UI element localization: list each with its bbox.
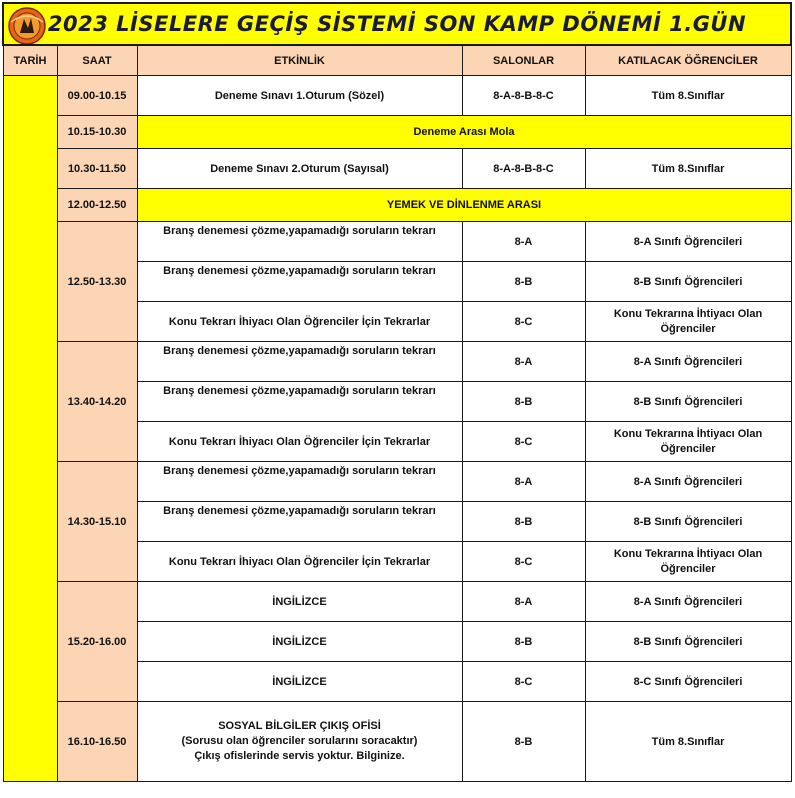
students-cell: 8-A Sınıfı Öğrencileri: [585, 342, 791, 382]
room-cell: 8-B: [462, 502, 585, 542]
students-cell: 8-A Sınıfı Öğrencileri: [585, 462, 791, 502]
table-row: [3, 342, 791, 382]
table-row: [3, 462, 791, 502]
activity-cell: [137, 702, 462, 782]
time-cell: 12.50-13.30: [57, 222, 137, 342]
students-cell: Konu Tekrarına İhtiyacı Olan Öğrenciler: [585, 422, 791, 462]
table-row: [3, 702, 791, 782]
time-cell: 13.40-14.20: [57, 342, 137, 462]
office-warning: Çıkış ofislerinde servis yoktur. Bilginize.: [194, 750, 405, 762]
office-note: (Sorusu olan öğrenciler sorularını soracaktır): [181, 735, 418, 747]
activity-cell: Deneme Sınavı 2.Oturum (Sayısal): [137, 149, 462, 189]
room-cell: 8-B: [462, 382, 585, 422]
time-cell: 15.20-16.00: [57, 582, 137, 702]
day-cell: [3, 76, 57, 782]
activity-cell: İNGİLİZCE: [137, 582, 462, 622]
title-banner: [3, 3, 791, 45]
room-cell: 8-A: [462, 342, 585, 382]
time-cell: 16.10-16.50: [57, 702, 137, 782]
students-cell: 8-B Sınıfı Öğrencileri: [585, 622, 791, 662]
room-cell: 8-B: [462, 622, 585, 662]
header-saat: SAAT: [57, 45, 137, 76]
time-cell: 10.30-11.50: [57, 149, 137, 189]
schedule-table: [2, 2, 792, 782]
students-cell: 8-A Sınıfı Öğrencileri: [585, 222, 791, 262]
activity-cell: Konu Tekrarı İhiyacı Olan Öğrenciler İçin Tekrarlar: [137, 302, 462, 342]
table-row: [3, 222, 791, 262]
header-tarih: TARİH: [3, 45, 57, 76]
table-row: [3, 582, 791, 622]
activity-cell: Branş denemesi çözme,yapamadığı soruların tekrarı: [137, 342, 462, 382]
students-cell: Tüm 8.Sınıflar: [585, 702, 791, 782]
page-title: 2023 LİSELERE GEÇİŞ SİSTEMİ SON KAMP DÖNEMİ 1.GÜN: [47, 12, 747, 36]
break-cell: Deneme Arası Mola: [137, 116, 791, 149]
header-etkinlik: ETKİNLİK: [137, 45, 462, 76]
room-cell: 8-B: [462, 702, 585, 782]
activity-cell: İNGİLİZCE: [137, 662, 462, 702]
table-row: [3, 149, 791, 189]
table-row: [3, 76, 791, 116]
students-cell: 8-B Sınıfı Öğrencileri: [585, 502, 791, 542]
activity-cell: Konu Tekrarı İhiyacı Olan Öğrenciler İçin Tekrarlar: [137, 422, 462, 462]
activity-cell: Branş denemesi çözme,yapamadığı soruların tekrarı: [137, 462, 462, 502]
time-cell: 09.00-10.15: [57, 76, 137, 116]
activity-cell: Deneme Sınavı 1.Oturum (Sözel): [137, 76, 462, 116]
room-cell: 8-C: [462, 302, 585, 342]
students-cell: 8-B Sınıfı Öğrencileri: [585, 262, 791, 302]
students-cell: Konu Tekrarına İhtiyacı Olan Öğrenciler: [585, 302, 791, 342]
office-title: SOSYAL BİLGİLER ÇIKIŞ OFİSİ: [218, 720, 381, 732]
time-cell: 12.00-12.50: [57, 189, 137, 222]
room-cell: 8-C: [462, 662, 585, 702]
students-cell: Konu Tekrarına İhtiyacı Olan Öğrenciler: [585, 542, 791, 582]
room-cell: 8-A: [462, 462, 585, 502]
students-cell: 8-B Sınıfı Öğrencileri: [585, 382, 791, 422]
students-cell: 8-C Sınıfı Öğrencileri: [585, 662, 791, 702]
room-cell: 8-C: [462, 542, 585, 582]
room-cell: 8-A-8-B-8-C: [462, 76, 585, 116]
header-ogrenciler: KATILACAK ÖĞRENCİLER: [585, 45, 791, 76]
break-cell: YEMEK VE DİNLENME ARASI: [137, 189, 791, 222]
students-cell: 8-A Sınıfı Öğrencileri: [585, 582, 791, 622]
activity-cell: Branş denemesi çözme,yapamadığı soruların tekrarı: [137, 382, 462, 422]
activity-cell: Konu Tekrarı İhiyacı Olan Öğrenciler İçin Tekrarlar: [137, 542, 462, 582]
students-cell: Tüm 8.Sınıflar: [585, 149, 791, 189]
time-cell: 14.30-15.10: [57, 462, 137, 582]
room-cell: 8-A-8-B-8-C: [462, 149, 585, 189]
time-cell: 10.15-10.30: [57, 116, 137, 149]
table-row: [3, 116, 791, 149]
students-cell: Tüm 8.Sınıflar: [585, 76, 791, 116]
school-logo-icon: [7, 6, 47, 45]
table-row: [3, 189, 791, 222]
room-cell: 8-A: [462, 222, 585, 262]
activity-cell: Branş denemesi çözme,yapamadığı soruların tekrarı: [137, 262, 462, 302]
activity-cell: Branş denemesi çözme,yapamadığı soruların tekrarı: [137, 502, 462, 542]
activity-cell: Branş denemesi çözme,yapamadığı soruların tekrarı: [137, 222, 462, 262]
room-cell: 8-C: [462, 422, 585, 462]
header-salonlar: SALONLAR: [462, 45, 585, 76]
room-cell: 8-A: [462, 582, 585, 622]
activity-cell: İNGİLİZCE: [137, 622, 462, 662]
room-cell: 8-B: [462, 262, 585, 302]
schedule-sheet: [2, 2, 792, 795]
